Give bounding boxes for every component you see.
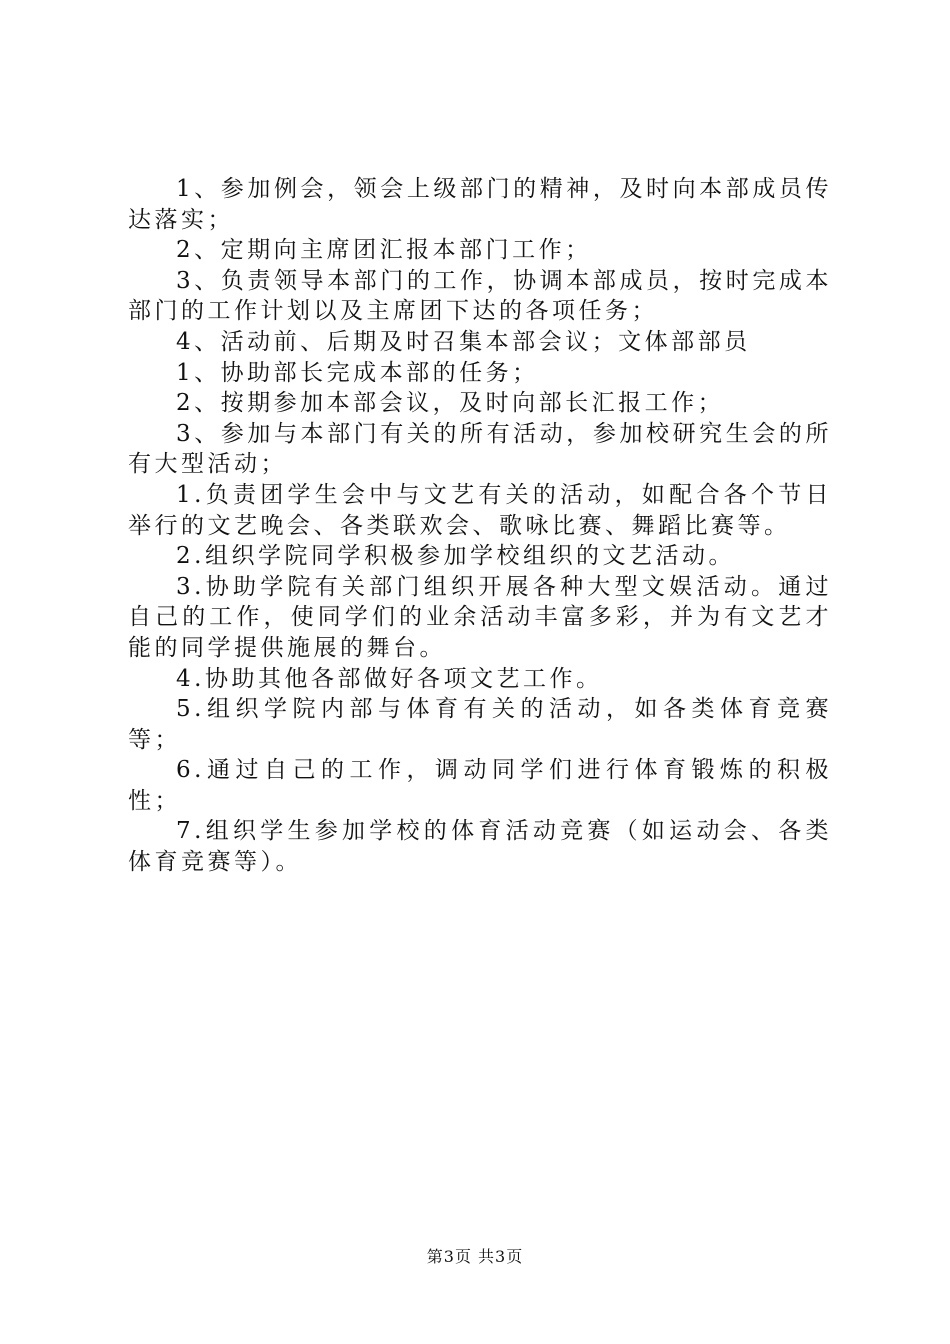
paragraph: 3.协助学院有关部门组织开展各种大型文娱活动。通过自己的工作，使同学们的业余活动丰富多彩，并为有文艺才能的同学提供施展的舞台。: [128, 573, 832, 661]
page-footer: [0, 1244, 950, 1267]
paragraph: 4.协助其他各部做好各项文艺工作。: [176, 665, 603, 692]
paragraph: 6.通过自己的工作，调动同学们进行体育锻炼的积极性；: [128, 757, 832, 814]
paragraph: 1、协助部长完成本部的任务；: [176, 359, 539, 386]
paragraph: 2、定期向主席团汇报本部门工作；: [176, 237, 592, 264]
page-number: 第3页 共3页: [426, 1247, 524, 1266]
paragraph: 3、负责领导本部门的工作，协调本部成员，按时完成本部门的工作计划以及主席团下达的各项任务；: [128, 267, 832, 325]
paragraph: 7.组织学生参加学校的体育活动竞赛（如运动会、各类体育竞赛等）。: [128, 818, 832, 876]
paragraph: 2.组织学院同学积极参加学校组织的文艺活动。: [176, 543, 735, 570]
paragraph: 3、参加与本部门有关的所有活动，参加校研究生会的所有大型活动；: [128, 420, 832, 478]
paragraph: 2、按期参加本部会议，及时向部长汇报工作；: [176, 390, 725, 417]
paragraph: 1、参加例会，领会上级部门的精神，及时向本部成员传达落实；: [128, 176, 832, 233]
paragraph: 5.组织学院内部与体育有关的活动，如各类体育竞赛等；: [128, 696, 832, 753]
paragraph: 4、活动前、后期及时召集本部会议；文体部部员: [176, 328, 751, 355]
document-body: [128, 174, 832, 878]
paragraph: 1.负责团学生会中与文艺有关的活动，如配合各个节日举行的文艺晚会、各类联欢会、歌咏比赛、舞蹈比赛等。: [128, 481, 832, 539]
